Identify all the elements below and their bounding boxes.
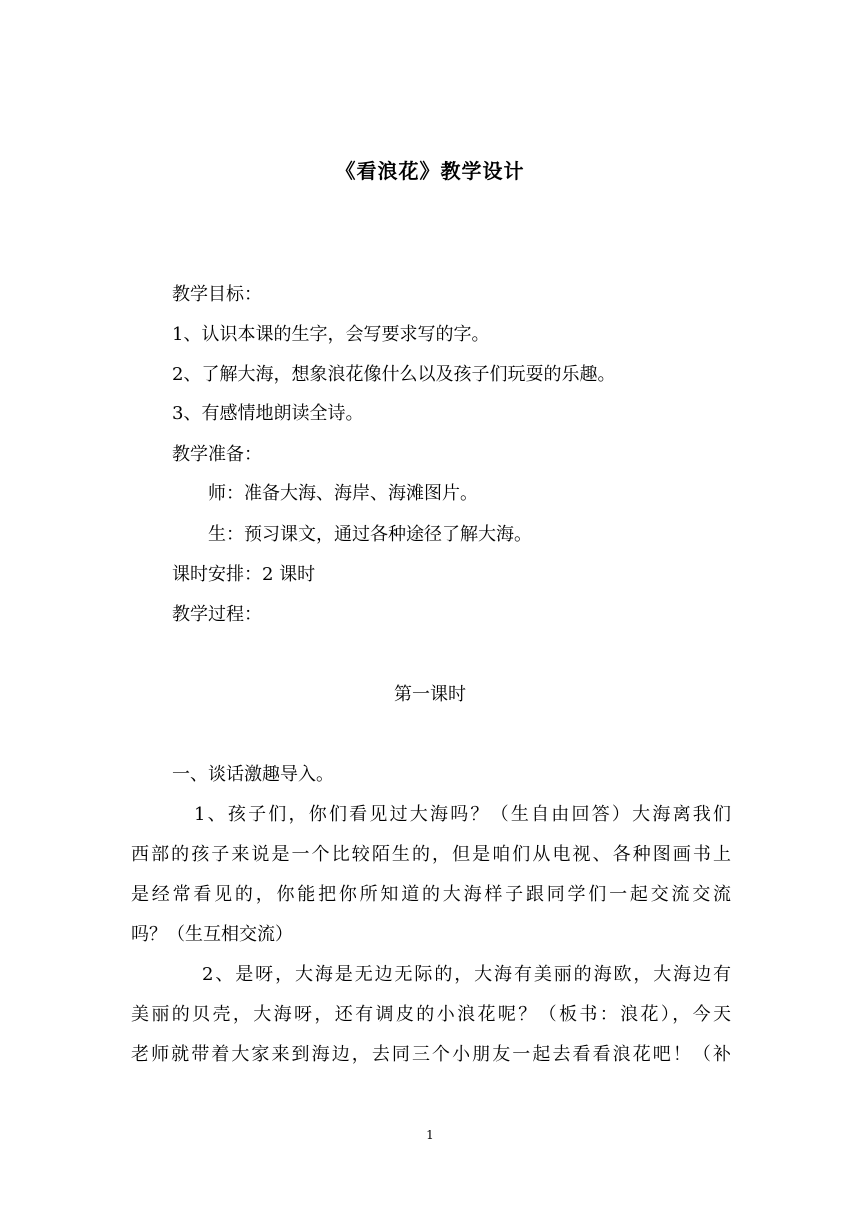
goal-item-2: 2、了解大海，想象浪花像什么以及孩子们玩耍的乐趣。 (172, 364, 616, 385)
goal-item-3: 3、有感情地朗读全诗。 (172, 403, 364, 424)
document-title: 《看浪花》教学设计 (335, 159, 525, 183)
paragraph-2-line-2: 美丽的贝壳，大海呀，还有调皮的小浪花呢？（板书：浪花），今天 (131, 1004, 731, 1025)
paragraph-1-line-3: 是经常看见的，你能把你所知道的大海样子跟同学们一起交流交流 (131, 884, 731, 905)
paragraph-2-line-1: 2、是呀，大海是无边无际的，大海有美丽的海欧，大海边有 (202, 964, 731, 985)
schedule: 课时安排：2 课时 (172, 564, 316, 585)
preparation-heading: 教学准备： (172, 444, 262, 465)
goal-item-1: 1、认识本课的生字，会写要求写的字。 (172, 324, 490, 345)
paragraph-1-line-4: 吗？（生互相交流） (131, 924, 293, 945)
lesson-title: 第一课时 (394, 684, 466, 705)
process-heading: 教学过程： (172, 604, 262, 625)
preparation-teacher: 师：准备大海、海岸、海滩图片。 (208, 483, 478, 504)
paragraph-1-line-1: 1、孩子们，你们看见过大海吗？（生自由回答）大海离我们 (194, 804, 731, 825)
preparation-student: 生：预习课文，通过各种途径了解大海。 (208, 524, 532, 545)
page-number: 1 (426, 1128, 434, 1142)
paragraph-2 (131, 955, 731, 1075)
goals-heading: 教学目标： (172, 284, 262, 305)
section1-heading: 一、谈话激趣导入。 (172, 764, 334, 785)
paragraph-1-line-2: 西部的孩子来说是一个比较陌生的，但是咱们从电视、各种图画书上 (131, 844, 731, 865)
paragraph-2-line-3: 老师就带着大家来到海边，去同三个小朋友一起去看看浪花吧！（补 (131, 1044, 731, 1065)
paragraph-1 (131, 795, 731, 955)
